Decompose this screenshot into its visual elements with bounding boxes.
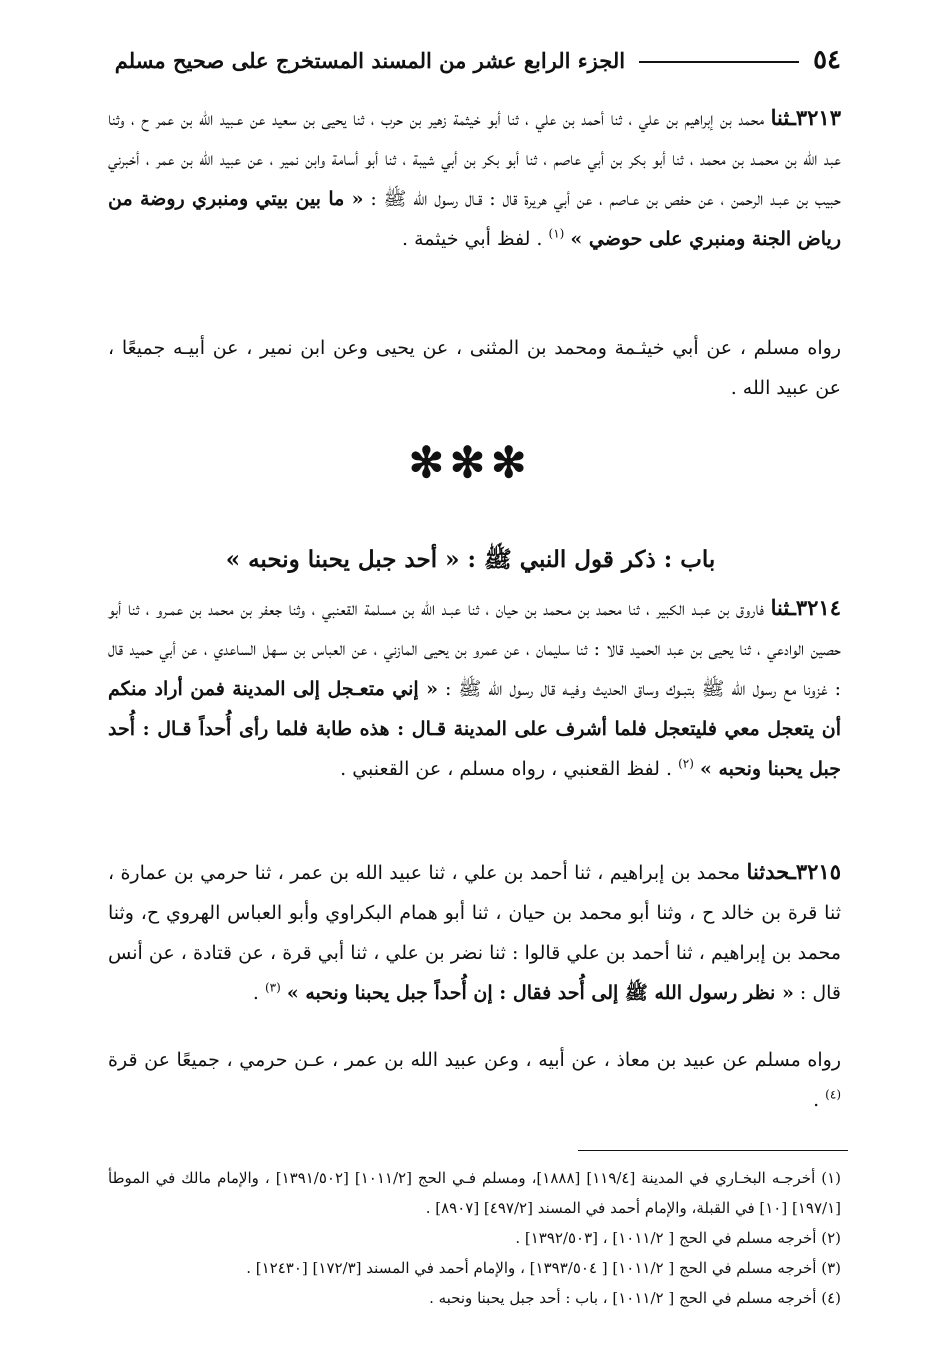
running-header [100,40,841,80]
riwayah-3215 [108,1040,841,1120]
section-separator: ✻✻✻ [408,438,533,487]
footnote-3: (٣) أخرجه مسلم في الحج [ ١٠١١/٢] [ ١٣٩٣/٥٠٤] ، والإمام أحمد في المسند [١٧٢/٣] [١٢٤٣٠] . [246,1259,841,1277]
hadith-tail: . لفظ القعنبي ، رواه مسلم ، عن القعنبي . [340,758,673,780]
isnad-text: محمد بن إبراهيم بن علي ، ثنا أحمد بن علي ، ثنا أبو خيثمة زهير بن حرب ، ثنا يحيى بن سعيد عن عـبيد الله بن عمر ح ، وثنا عبد الله بن محمـد بن محمد ، ثنا أبو بكر بن أبي عاصم ، ثنا أبو بكر بن أبي شيبة ، ثنا أبو أسامة وابن نمير ، عن عبيد الله بن عمر ، أخبرني حبيب بن عبـد الرحمن ، عن حفص بن عـاصم ، عن أبي هريرة قال : قـال رسول الله ﷺ : [108,108,842,210]
hadith-number: ٣٢١٤ـ [789,595,841,620]
header-rule [639,61,799,63]
footnote-4: (٤) أخرجه مسلم في الحج [ ١٠١١/٢] ، باب : أحد جبل يحبنا ونحبه . [429,1289,841,1307]
footnote-rule [578,1150,848,1151]
hadith-number: ٣٢١٥ـ [789,859,841,884]
isnad-text: فاروق بن عبـد الكبير ، ثنا محمد بن مـحمد بن حيان ، ثنا عبـد الله بن مسلمة القعنبي ، وثنا جعفر بن محمد بن عمـرو ، ثنا أبو حصين الوادعي ، ثنا يحيى بن عبد الحميد قالا : ثنا سليمان ، عن عمرو بن يحيى المازني ، عن العباس بن سـهل الساعدي ، عن أبي حميد قال : غزونا مع رسول الله ﷺ بتبـوك وساق الحديث وفيـه قال رسول الله ﷺ : [108,598,841,700]
riwayah-3213: رواه مسلم ، عن أبي خيثـمة ومحمد بن المثنى ، عن يحيى وعن ابن نمير ، عن أبيـه جميعًا ، عن عبيد الله . [108,337,841,399]
hadith-3214 [108,588,841,789]
hadith-keyword: ثنا [770,105,790,130]
hadith-keyword: ثنا [770,595,790,620]
footnote-2: (٢) أخرجه مسلم في الحج [ ١٠١١/٢] ، [١٣٩٢/٥٠٣] . [515,1229,841,1247]
riwayah-end: . [813,1089,820,1111]
footnote-mark: (٣) [264,980,281,995]
footnote-1: (١) أخرجـه البخـاري في المدينة [١١٩/٤] [١٨٨٨]، ومسلم فـي الحج [١٠١١/٢] [١٣٩١/٥٠٢] ، والإمام مالك في الموطأ [١٩٧/١] [١٠] في القبلة، والإمام أحمد في المسند [٤٩٧/٢] [٨٩٠٧] . [108,1169,841,1217]
hadith-3213 [108,98,841,259]
footnote-mark: (٢) [678,756,694,771]
hadith-quote: « ما بين بيتي ومنبري روضة من رياض الجنة ومنبري على حوضي » [108,188,841,250]
hadith-quote: « إني متعـجل إلى المدينة فمن أراد منكم أن يتعجل معي فليتعجل فلما أشرف على المدينة قـال : هذه طابة فلما رأى أُحداً قـال : أُحد جبل يحبنا ونحبه » [108,678,841,780]
isnad-text: محمد بن إبراهيم ، ثنا أحمد بن علي ، ثنا عبيد الله بن عمر ، ثنا حرمي بن عمارة ، ثنا قرة بن خالد ح ، وثنا أبو محمد بن حيان ، ثنا أبو همام البكراوي وأبو العباس الهروي ح، وثنا محمد بن إبراهيم ، ثنا أحمد بن علي قالوا : ثنا نضر بن علي ، ثنا أبي قرة ، عن قتادة ، عن أنس قال : [108,862,841,1004]
hadith-tail: . لفظ أبي خيثمة . [402,228,543,250]
page-number: ٥٤ [813,45,841,75]
hadith-3215 [108,852,841,1013]
hadith-keyword: حدثنا [746,859,790,884]
running-title: الجزء الرابع عشر من المسند المستخرج على صحيح مسلم [114,47,626,73]
riwayah-text: رواه مسلم عن عبيد بن معاذ ، عن أبيه ، وعن عبيد الله بن عمر ، عـن حرمي ، جميعًا عن قرة [108,1049,841,1071]
footnote-mark: (٤) [825,1087,841,1102]
hadith-tail: . [252,982,259,1004]
footnotes [108,1163,841,1313]
hadith-number: ٣٢١٣ـ [789,105,841,130]
hadith-quote: « نظر رسول الله ﷺ إلى أُحد فقال : إن أُحداً جبل يحبنا ونحبه » [286,982,794,1004]
chapter-title: باب : ذكر قول النبي ﷺ : « أحد جبل يحبنا ونحبه » [225,546,716,573]
footnote-mark: (١) [548,226,565,241]
